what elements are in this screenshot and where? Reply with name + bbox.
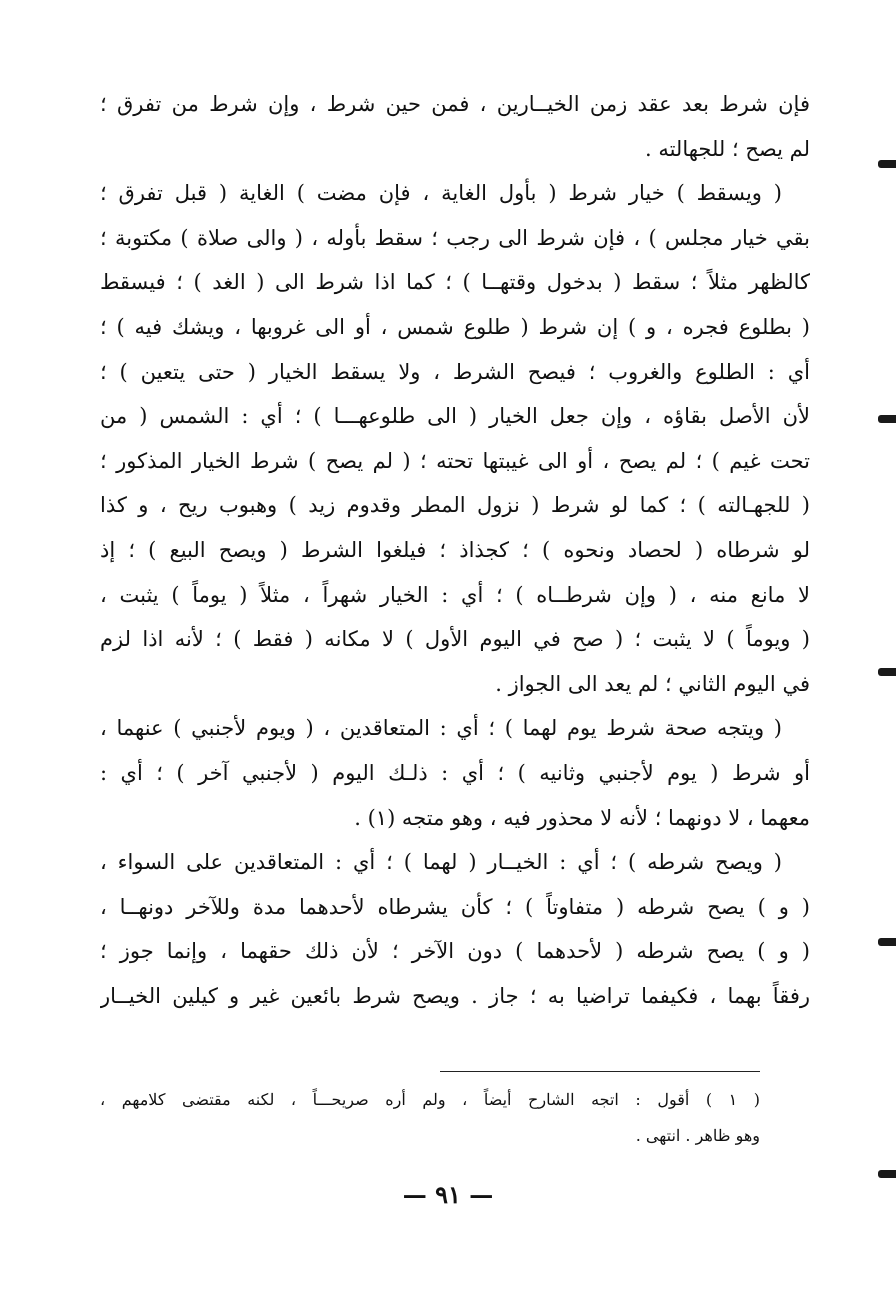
body-line-16: أو شرط ( يوم لأجنبي وثانيه ) ؛ أي : ذلـك اليوم ( لأجنبي آخر ) ؛ أي : bbox=[100, 760, 810, 785]
footnote-divider bbox=[440, 1071, 760, 1072]
body-line-6: ( بطلوع فجره ، و ) إن شرط ( طلوع شمس ، أو الى غروبها ، ويشك فيه ) ؛ bbox=[100, 314, 810, 339]
page-number: — ٩١ — bbox=[402, 1180, 494, 1209]
footnote-line-2: وهو ظاهر . انتهى . bbox=[635, 1126, 760, 1145]
body-line-1: فإن شرط بعد عقد زمن الخيــارين ، فمن حين شرط ، وإن شرط من تفرق ؛ bbox=[100, 92, 810, 116]
body-line-10: ( للجهـالته ) ؛ كما لو شرط ( نزول المطر وقدوم زيد ) وهبوب ريح ، و كذا bbox=[100, 493, 810, 518]
body-line-11: لو شرطاه ( لحصاد ونحوه ) ؛ كجذاذ ؛ فيلغوا الشرط ( ويصح البيع ) ؛ إذ bbox=[100, 537, 810, 562]
footnote bbox=[100, 1082, 760, 1154]
body-text bbox=[100, 82, 810, 1018]
body-line-20: ( و ) يصح شرطه ( لأحدهما ) دون الآخر ؛ لأن ذلك حقهما ، وإنما جوز ؛ bbox=[100, 939, 810, 964]
body-line-9: تحت غيم ) ؛ لم يصح ، أو الى غيبتها تحته ؛ ( لم يصح ) شرط الخيار المذكور ؛ bbox=[100, 448, 810, 473]
body-line-19: ( و ) يصح شرطه ( متفاوتاً ) ؛ كأن يشرطاه لأحدهما مدة وللآخر دونهــا ، bbox=[100, 894, 810, 919]
body-line-8: لأن الأصل بقاؤه ، وإن جعل الخيار ( الى طلوعهـــا ) ؛ أي : الشمس ( من bbox=[100, 404, 810, 429]
scan-edge-mark bbox=[878, 1170, 896, 1178]
scan-edge-mark bbox=[878, 938, 896, 946]
body-line-12: لا مانع منه ، ( وإن شرطــاه ) ؛ أي : الخيار شهراً ، مثلاً ( يوماً ) يثبت ، bbox=[100, 582, 810, 607]
body-line-7: أي : الطلوع والغروب ؛ فيصح الشرط ، ولا يسقط الخيار ( حتى يتعين ) ؛ bbox=[100, 359, 810, 384]
footnote-line-1: ( ١ ) أقول : اتجه الشارح أيضاً ، ولم أره صريحـــاً ، لكنه مقتضى كلامهم ، bbox=[100, 1090, 760, 1109]
body-line-17: معهما ، لا دونهما ؛ لأنه لا محذور فيه ، وهو متجه (١) . bbox=[354, 805, 810, 830]
body-line-4: بقي خيار مجلس ) ، فإن شرط الى رجب ؛ سقط بأوله ، ( والى صلاة ) مكتوبة ؛ bbox=[100, 225, 810, 250]
body-line-3: ( ويسقط ) خيار شرط ( بأول الغاية ، فإن مضت ) الغاية ( قبل تفرق ؛ bbox=[100, 181, 782, 206]
scan-edge-mark bbox=[878, 160, 896, 168]
body-line-2: لم يصح ؛ للجهالته . bbox=[644, 136, 810, 161]
body-line-18: ( ويصح شرطه ) ؛ أي : الخيــار ( لهما ) ؛ أي : المتعاقدين على السواء ، bbox=[100, 850, 782, 875]
body-line-15: ( ويتجه صحة شرط يوم لهما ) ؛ أي : المتعاقدين ، ( ويوم لأجنبي ) عنهما ، bbox=[100, 716, 782, 741]
body-line-14: في اليوم الثاني ؛ لم يعد الى الجواز . bbox=[495, 671, 810, 696]
scan-edge-mark bbox=[878, 415, 896, 423]
scan-edge-mark bbox=[878, 668, 896, 676]
body-line-21: رفقاً بهما ، فكيفما تراضيا به ؛ جاز . ويصح شرط بائعين غير و كيلين الخيــار bbox=[100, 983, 810, 1008]
body-line-5: كالظهر مثلاً ؛ سقط ( بدخول وقتهــا ) ؛ كما اذا شرط الى ( الغد ) ؛ فيسقط bbox=[100, 270, 810, 295]
body-line-13: ( ويوماً ) لا يثبت ؛ ( صح في اليوم الأول ) لا مكانه ( فقط ) ؛ لأنه اذا لزم bbox=[100, 627, 810, 652]
